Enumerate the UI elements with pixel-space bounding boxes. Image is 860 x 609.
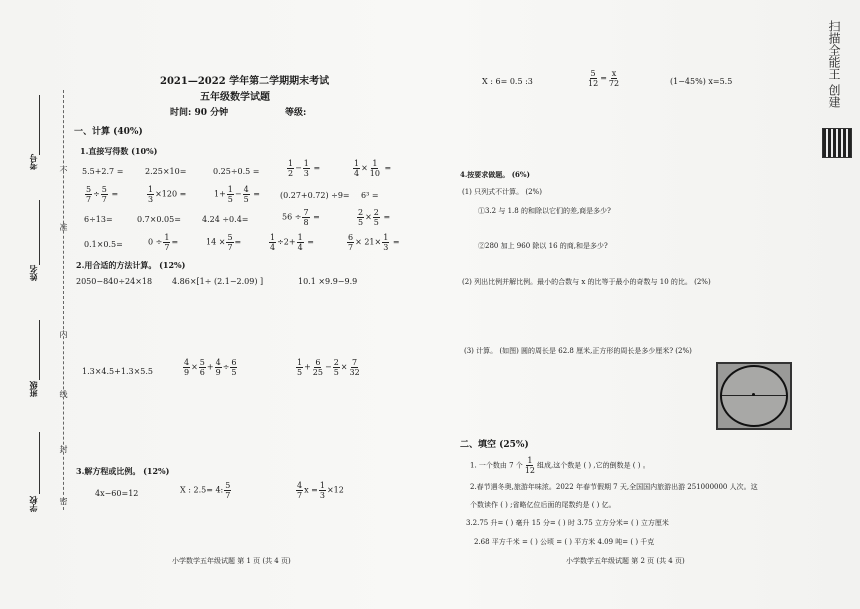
sub-requirement-title: 4.按要求做题。 (6%) (460, 170, 530, 179)
oral-item: 0 ÷ $\frac{1}{7}$ = (148, 233, 179, 252)
calc-item: 2050−840÷24×18 (76, 277, 153, 286)
fill-item: 2.春节遇冬奥,旅游年味浓。2022 年春节假期 7 天,全国国内旅游出游 251000000 人次。这 (470, 483, 758, 491)
calc-item: 10.1 ×9.9−9.9 (298, 277, 358, 286)
seal-line (63, 90, 64, 510)
sub-method-title: 2.用合适的方法计算。 (12%) (76, 260, 186, 270)
problem-text: (1) 只列式不计算。 (2%) (462, 188, 542, 196)
exam-number-line (39, 95, 40, 155)
oral-item: $\frac{5}{7}$ ÷ $\frac{5}{7}$ = (86, 185, 119, 204)
oral-item: $\frac{1}{4}$ × $\frac{1}{10}$ = (354, 159, 392, 178)
school-line (39, 432, 40, 494)
oral-item: $\frac{1}{4}$ ÷2+ $\frac{1}{4}$ = (270, 233, 314, 252)
section-fill-title: 二、填空 (25%) (460, 440, 529, 450)
calc-item: 1.3×4.5+1.3×5.5 (82, 367, 153, 376)
scanner-watermark: 扫描全能王 创建 (827, 20, 841, 108)
seal-mark: 密 (59, 497, 68, 505)
equation-item: $\frac{5}{12}$ = $\frac{x}{72}$ (588, 69, 620, 88)
oral-item: $\frac{6}{7}$ × 21× $\frac{1}{3}$ = (348, 233, 400, 252)
exam-time: 时间: 90 分钟 (170, 108, 229, 118)
oral-item: 5.5+2.7 = (82, 167, 124, 176)
oral-item: 0.7×0.05= (137, 215, 181, 224)
seal-mark: 内 (59, 330, 68, 338)
oral-item: $\frac{1}{2}$ − $\frac{1}{3}$ = (288, 159, 321, 178)
school-label: 学校 (29, 496, 38, 512)
equation-item: 4x−60=12 (95, 489, 139, 498)
oral-item: 0.25÷0.5 = (213, 167, 260, 176)
page1-footer: 小学数学五年级试题 第 1 页 (共 4 页) (172, 557, 291, 565)
seal-mark: 准 (59, 223, 68, 231)
circle-shape (720, 365, 788, 427)
class-line (39, 320, 40, 380)
oral-item: 56 ÷ $\frac{7}{8}$ = (282, 208, 320, 227)
equation-item: $\frac{4}{7}$ x = $\frac{1}{3}$ ×12 (297, 481, 344, 500)
fill-item: 3.2.75 升= ( ) 毫升 15 分= ( ) 时 3.75 立方分米= ( ) 立方厘米 (466, 519, 669, 527)
oral-item: 14 × $\frac{5}{7}$ = (206, 233, 242, 252)
oral-item: 2.25×10= (145, 167, 187, 176)
circle-square-diagram (716, 362, 792, 430)
calc-item: $\frac{4}{9}$ × $\frac{5}{6}$ + $\frac{4}{9}$ ÷ $\frac{6}{5}$ (184, 358, 237, 377)
calc-item: $\frac{1}{5}$ + $\frac{6}{25}$ − $\frac{2}{5}$ × $\frac{7}{32}$ (297, 358, 360, 377)
oral-item: (0.27+0.72) ÷9= (280, 191, 350, 200)
equation-item: X : 6= 0.5 :3 (482, 77, 533, 86)
fill-item: 1. 一个数由 7 个 $\frac{1}{12}$ 组成,这个数是 ( ) ,它的倒数是 ( ) 。 (470, 456, 650, 475)
qr-code-icon (822, 128, 852, 158)
oral-item: 4.24 ÷0.4= (202, 215, 249, 224)
seal-mark: 线 (59, 390, 68, 398)
problem-text: (2) 列出比例并解比例。最小的合数与 x 的比等于最小的奇数与 10 的比。 (2%) (462, 278, 711, 286)
exam-subtitle: 五年级数学试题 (200, 92, 270, 103)
grade-label: 等级: (285, 108, 307, 118)
name-label: 姓名 (29, 265, 38, 281)
problem-text: ②280 加上 960 除以 16 的商,和是多少? (478, 242, 608, 250)
sub-oral-title: 1.直接写得数 (10%) (80, 146, 158, 156)
section-calc-title: 一、计算 (40%) (74, 127, 143, 137)
problem-text: ①3.2 与 1.8 的和除以它们的差,商是多少? (478, 207, 611, 215)
problem-text: (3) 计算。 (如图) 圆的周长是 62.8 厘米,正方形的周长是多少厘米? (2%) (464, 347, 692, 355)
oral-item: 0.1×0.5= (84, 240, 123, 249)
seal-mark: 不 (59, 166, 68, 174)
equation-item: (1−45%) x=5.5 (670, 77, 733, 86)
oral-item: 6÷13= (84, 215, 113, 224)
calc-item: 4.86×[1÷ (2.1−2.09) ] (172, 277, 264, 286)
center-dot (752, 393, 755, 396)
oral-item: 1+ $\frac{1}{5}$ − $\frac{4}{5}$ = (214, 185, 260, 204)
exam-title: 2021—2022 学年第二学期期末考试 (160, 76, 330, 87)
sub-equation-title: 3.解方程或比例。 (12%) (76, 466, 170, 476)
oral-item: $\frac{1}{3}$ ×120 = (148, 185, 187, 204)
oral-item: $\frac{2}{5}$ × $\frac{2}{5}$ = (358, 208, 391, 227)
page2-footer: 小学数学五年级试题 第 2 页 (共 4 页) (566, 557, 685, 565)
exam-number-label: 考号 (29, 154, 38, 170)
oral-item: 6³ = (361, 191, 379, 200)
name-line (39, 200, 40, 265)
fill-item: 2.68 平方千米 = ( ) 公顷 = ( ) 平方米 4.09 吨= ( ) 千克 (474, 538, 655, 546)
equation-item: X : 2.5= 4: $\frac{5}{7}$ (180, 481, 231, 500)
fill-item: 个数读作 ( ) ;省略亿位后面的尾数约是 ( ) 亿。 (470, 501, 616, 509)
class-label: 班级 (29, 381, 38, 397)
seal-mark: 封 (59, 445, 68, 453)
